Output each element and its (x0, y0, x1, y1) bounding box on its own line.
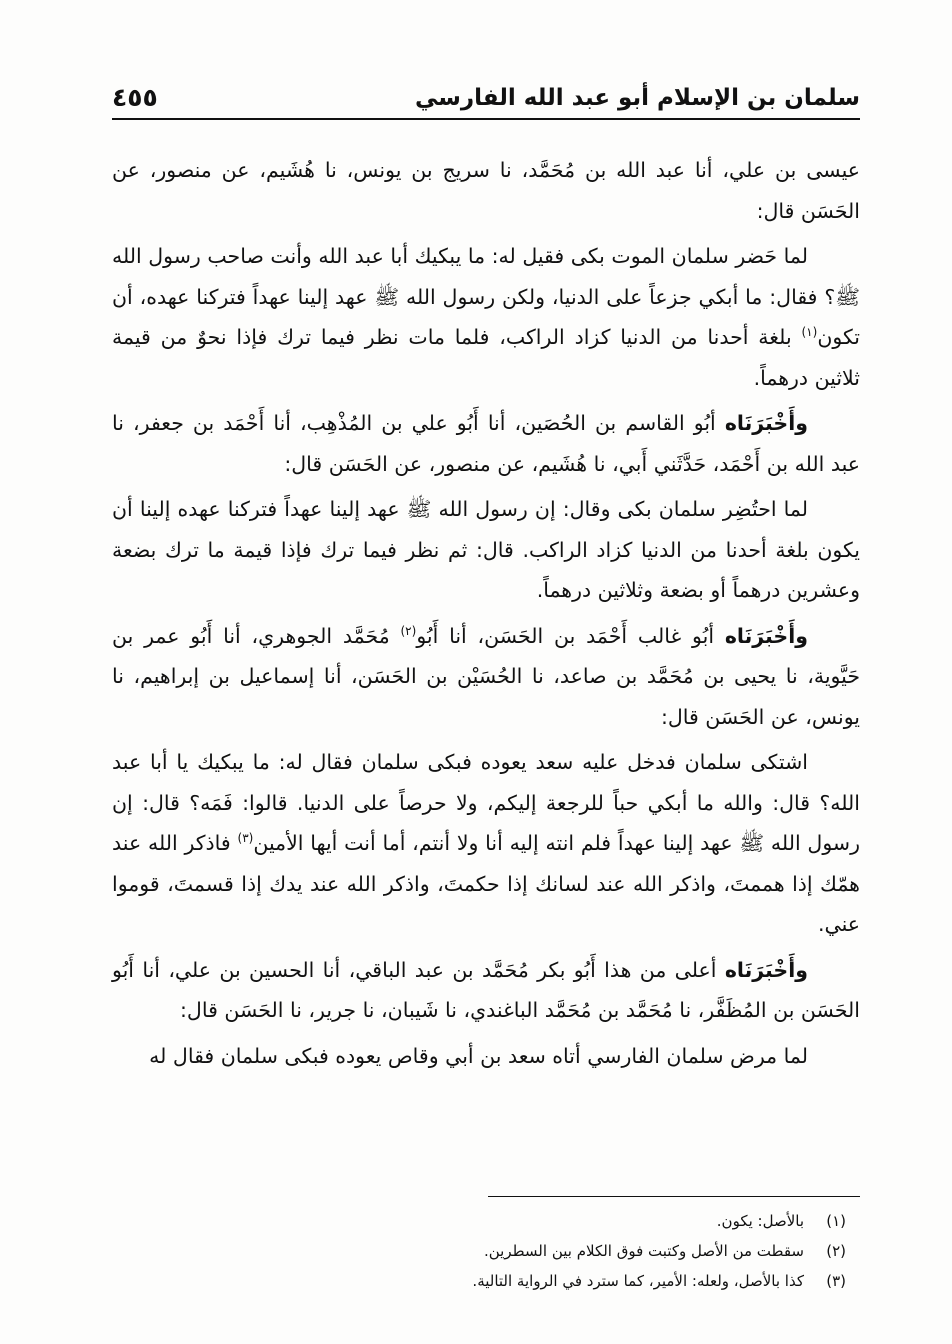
footnote-ref: (٣) (237, 831, 254, 846)
page-header (112, 74, 860, 120)
footnote-number: (٢) (826, 1242, 846, 1260)
paragraph: وأَخْبَرَنَاه أبُو غالب أَحْمَد بن الحَسَن، أنا أَبُو$^{(٢)}$ مُحَمَّد الجوهري، أنا أَبُو عمر بن حَيَّوية، نا يحيى بن مُحَمَّد بن صاعد، نا الحُسَيْن بن الحَسَن، أنا إسماعيل بن إبراهيم، نا يونس، عن الحَسَن قال: (112, 623, 860, 729)
footnote-ref: (٢) (400, 623, 417, 638)
footnote-text: سقطت من الأصل وكتبت فوق الكلام بين السطرين. (483, 1242, 804, 1260)
paragraph: وأَخْبَرَنَاه أبُو القاسم بن الحُصَين، أنا أَبُو علي بن المُذْهِب، أنا أَحْمَد بن جعفر، نا عبد الله بن أَحْمَد، حَدَّثَني أَبي، نا هُشَيم، عن منصور، عن الحَسَن قال: (112, 411, 860, 476)
footnote-item (112, 1266, 860, 1296)
page-number: ٤٥٥ (112, 83, 158, 112)
footnotes (112, 1206, 860, 1296)
running-title: سلمان بن الإسلام أبو عبد الله الفارسي (414, 85, 860, 111)
footnote-item (112, 1236, 860, 1266)
paragraph: عيسى بن علي، أنا عبد الله بن مُحَمَّد، نا سريج بن يونس، نا هُشَيم، عن منصور، عن الحَسَن قال: (112, 158, 860, 223)
keyword: وأَخْبَرَنَاه (724, 957, 808, 982)
body-text (112, 150, 860, 1081)
footnote-ref: (١) (801, 325, 818, 340)
paragraph: لما مرض سلمان الفارسي أتاه سعد بن أبي وقاص يعوده فبكى سلمان فقال له (149, 1043, 808, 1068)
footnote-number: (١) (826, 1212, 846, 1230)
paragraph: وأَخْبَرَنَاه أعلى من هذا أَبُو بكر مُحَمَّد بن عبد الباقي، أنا الحسين بن علي، أنا أَبُو الحَسَن بن المُظَفَّر، نا مُحَمَّد بن مُحَمَّد الباغندي، نا شَيبان، نا جرير، نا الحَسَن قال: (112, 957, 860, 1022)
paragraph: اشتكى سلمان فدخل عليه سعد يعوده فبكى سلمان فقال له: ما يبكيك يا أبا عبد الله؟ قال: والله ما أبكي حباً للرجعة إليكم، ولا حرصاً على الدنيا. قالوا: فَمَه؟ قال: إن رسول الله ﷺ عهد إلينا عهداً فلم انته إليه أنا ولا أنتم، أما أنت أيها الأمين$^{(٣)}$ فاذكر الله عند همّك إذا هممتَ، واذكر الله عند لسانك إذا حكمتَ، واذكر الله عند يدك إذا قسمتَ، قوموا عني. (112, 750, 860, 936)
keyword: وأَخْبَرَنَاه (724, 411, 808, 435)
paragraph: لما حَضر سلمان الموت بكى فقيل له: ما يبكيك أبا عبد الله وأنت صاحب رسول الله ﷺ؟ فقال: ما أبكي جزعاً على الدنيا، ولكن رسول الله ﷺ عهد إلينا عهداً فتركنا عهده، أن تكون$^{(١)}$ بلغة أحدنا من الدنيا كزاد الراكب، فلما مات نظر فيما ترك فإذا نحوٌ من قيمة ثلاثين درهماً. (112, 244, 860, 390)
footnote-number: (٣) (826, 1272, 846, 1290)
footnote-divider (488, 1196, 860, 1197)
footnote-text: كذا بالأصل، ولعله: الأمير، كما سترد في الرواية التالية. (472, 1272, 804, 1290)
paragraph: لما احتُضِر سلمان بكى وقال: إن رسول الله ﷺ عهد إلينا عهداً فتركنا عهده إلينا أن يكون بلغة أحدنا من الدنيا كزاد الراكب. قال: ثم نظر فيما ترك فإذا قيمة ما ترك بضعة وعشرين درهماً أو بضعة وثلاثين درهماً. (112, 497, 860, 602)
keyword: وأَخْبَرَنَاه (724, 623, 808, 648)
footnote-item (112, 1206, 860, 1236)
footnote-text: بالأصل: يكون. (716, 1212, 804, 1230)
